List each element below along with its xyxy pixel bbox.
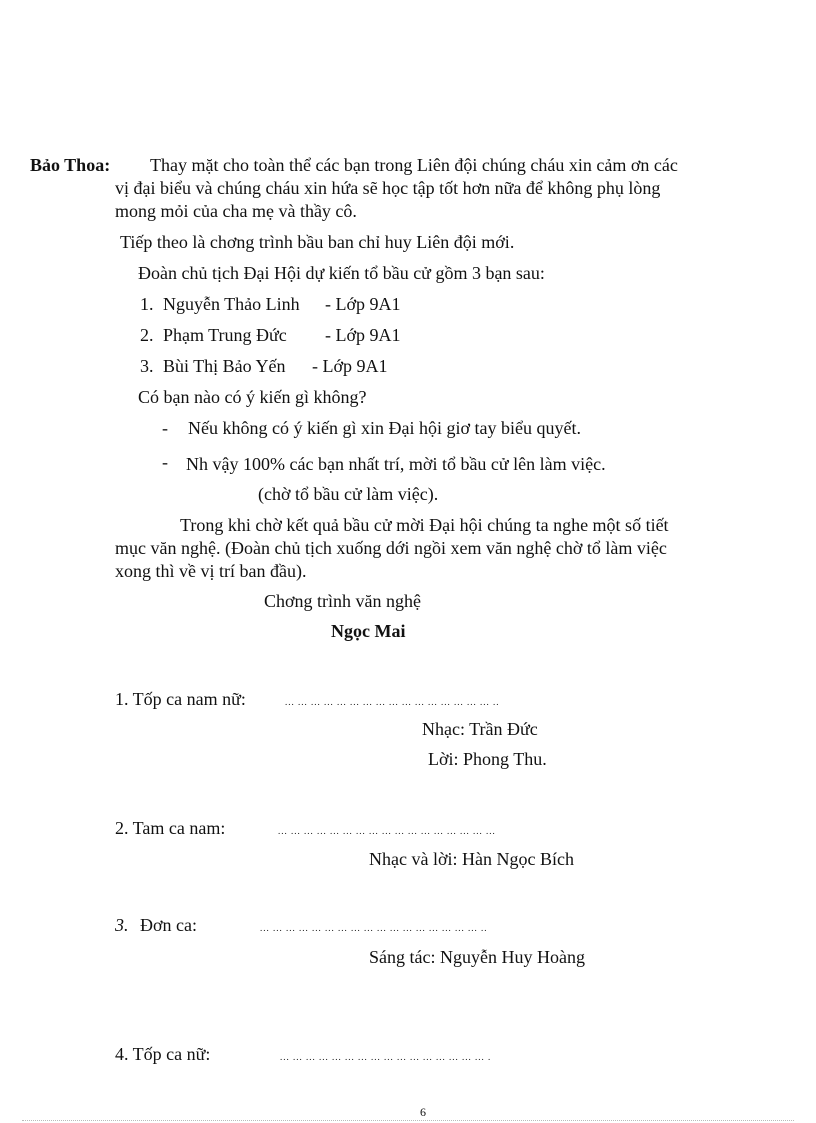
candidate-class: - Lớp 9A1 [312, 356, 388, 376]
candidate-name: Phạm Trung Đức [163, 325, 287, 345]
dotted-leader: ... ... ... ... ... ... ... ... ... ... ... ... ... ... ... ... ... .. [260, 923, 488, 933]
performance-label: 1. Tốp ca nam nữ: [115, 689, 246, 709]
dotted-leader: ... ... ... ... ... ... ... ... ... ... ... ... ... ... ... ... . [280, 1052, 492, 1062]
mc-name: Ngọc Mai [331, 621, 406, 641]
bullet-mark: - [162, 418, 168, 438]
performance-credit: Nhạc và lời: Hàn Ngọc Bích [369, 849, 574, 869]
paragraph-line: Thay mặt cho toàn thể các bạn trong Liên đội chúng cháu xin cảm ơn các [150, 155, 678, 175]
speaker-label: Bảo Thoa: [30, 155, 111, 175]
waiting-note: (chờ tổ bầu cử làm việc). [258, 484, 439, 504]
list-number: 1. [140, 294, 154, 314]
paragraph-line: vị đại biểu và chúng cháu xin hứa sẽ học tập tốt hơn nữa để không phụ lòng [115, 178, 661, 198]
list-number: 2. [140, 325, 154, 345]
candidate-class: - Lớp 9A1 [325, 294, 401, 314]
performance-credit: Lời: Phong Thu. [428, 749, 547, 769]
footer-divider [22, 1120, 794, 1121]
page-number: 6 [420, 1105, 426, 1119]
paragraph-line: mong mỏi của cha mẹ và thầy cô. [115, 201, 357, 221]
performance-credit: Sáng tác: Nguyễn Huy Hoàng [369, 947, 585, 967]
dotted-leader: ... ... ... ... ... ... ... ... ... ... ... ... ... ... ... ... .. [285, 697, 500, 707]
performance-credit: Nhạc: Trần Đức [422, 719, 538, 739]
paragraph-line: xong thì về vị trí ban đầu). [115, 561, 307, 581]
performance-label: 4. Tốp ca nữ: [115, 1044, 211, 1064]
candidate-name: Bùi Thị Bảo Yến [163, 356, 286, 376]
next-program-text: Tiếp theo là chơng trình bầu ban chỉ huy Liên đội mới. [120, 232, 515, 252]
list-number: 3. [140, 356, 154, 376]
bullet-mark: - [162, 452, 168, 472]
paragraph-line: Trong khi chờ kết quả bầu cử mời Đại hội chúng ta nghe một số tiết [180, 515, 669, 535]
committee-intro: Đoàn chủ tịch Đại Hội dự kiến tổ bầu cử gồm 3 bạn sau: [138, 263, 545, 283]
performance-label: 2. Tam ca nam: [115, 818, 226, 838]
program-title: Chơng trình văn nghệ [264, 591, 421, 611]
dotted-leader: ... ... ... ... ... ... ... ... ... ... ... ... ... ... ... ... ... [278, 826, 496, 836]
candidate-name: Nguyễn Thảo Linh [163, 294, 300, 314]
paragraph-line: mục văn nghệ. (Đoàn chủ tịch xuống dới ngồi xem văn nghệ chờ tổ làm việc [115, 538, 667, 558]
performance-number: 3. [115, 915, 129, 935]
performance-label: Đơn ca: [140, 915, 197, 935]
candidate-class: - Lớp 9A1 [325, 325, 401, 345]
bullet-item: Nh vậy 100% các bạn nhất trí, mời tổ bầu cử lên làm việc. [186, 454, 606, 474]
question-text: Có bạn nào có ý kiến gì không? [138, 387, 367, 407]
bullet-item: Nếu không có ý kiến gì xin Đại hội giơ tay biểu quyết. [188, 418, 581, 438]
